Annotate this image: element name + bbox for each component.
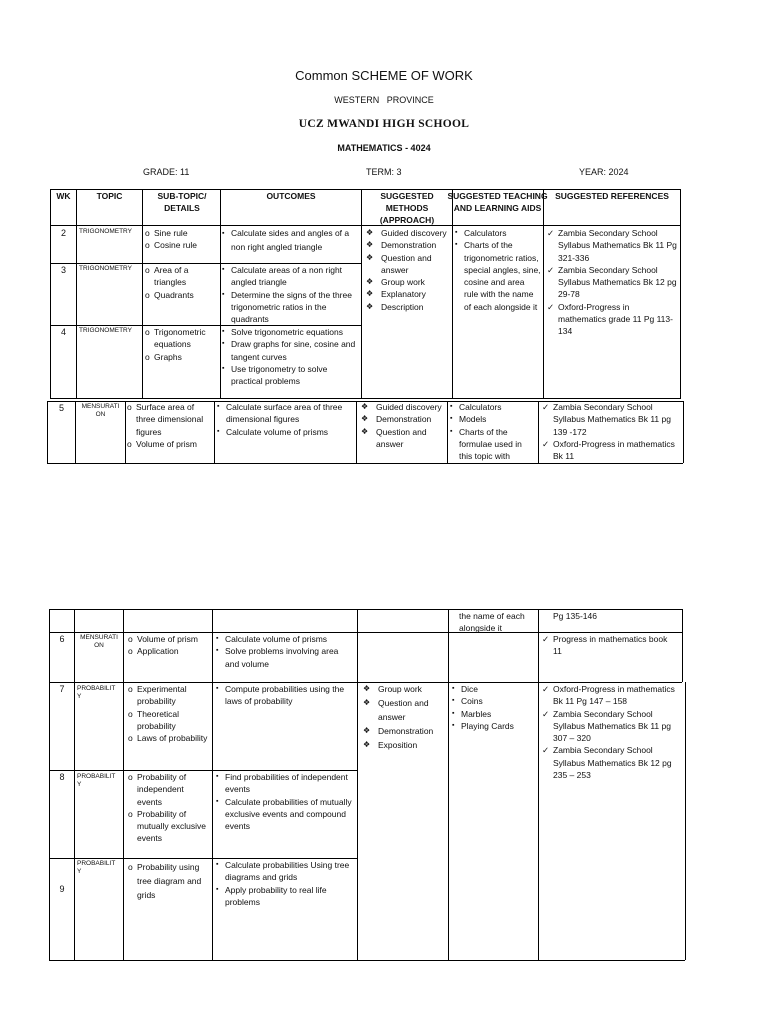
week-number: 8 xyxy=(59,772,65,782)
list-item: o Probability of independent events xyxy=(128,771,211,808)
list-item: o Theoretical probability xyxy=(128,708,211,733)
week-number: 7 xyxy=(59,684,65,694)
list-item: ▪ Playing Cards xyxy=(452,720,537,732)
topic-label: TRIGONOMETRY xyxy=(79,265,132,272)
list-item: ❖ Demonstration xyxy=(363,724,447,738)
methods-list xyxy=(366,227,450,313)
outcomes-list xyxy=(217,401,355,438)
school-name: UCZ MWANDI HIGH SCHOOL xyxy=(298,118,470,130)
list-item: ▪ Calculate surface area of three dimensional figures xyxy=(217,401,355,426)
references-list xyxy=(542,683,682,781)
list-item: ❖ Question and answer xyxy=(363,696,447,724)
topic-label: PROBABILIT Y xyxy=(77,773,116,788)
aids-list xyxy=(455,227,541,313)
outcomes-list xyxy=(222,326,359,387)
outcomes-list xyxy=(216,683,354,708)
list-item: ▪ Solve problems involving area and volume xyxy=(216,645,354,670)
list-item: o Volume of prism xyxy=(128,633,211,645)
list-item: ✓ Oxford-Progress in mathematics Bk 11 xyxy=(542,438,681,463)
week-number: 4 xyxy=(60,327,66,337)
list-item: o Sine rule xyxy=(145,227,219,239)
list-item: ▪ Calculate sides and angles of a non right angled triangle xyxy=(222,227,359,254)
list-item: o Probability of mutually exclusive events xyxy=(128,808,211,845)
col-header-topic: TOPIC xyxy=(96,191,123,201)
subject-label: MATHEMATICS - 4024 xyxy=(337,143,431,153)
outcomes-list xyxy=(216,771,354,832)
list-item: ✓ Oxford-Progress in mathematics Bk 11 Pg 147 – 158 xyxy=(542,683,682,708)
subtopic-list xyxy=(127,401,213,450)
references-list xyxy=(542,633,676,658)
list-item: ▪ Calculate probabilities of mutually exclusive events and compound events xyxy=(216,796,354,833)
list-item: ▪ Calculate areas of a non right angled triangle xyxy=(222,264,359,289)
col-header-outcomes: OUTCOMES xyxy=(266,191,316,201)
list-item: o Experimental probability xyxy=(128,683,211,708)
list-item: ▪ Determine the signs of the three trigonometric ratios in the quadrants xyxy=(222,289,359,326)
list-item: ✓ Progress in mathematics book 11 xyxy=(542,633,676,658)
list-item: ❖ Demonstration xyxy=(366,239,450,251)
col-header-wk: WK xyxy=(56,191,71,201)
list-item: ❖ Guided discovery xyxy=(361,401,446,413)
topic-label: TRIGONOMETRY xyxy=(79,327,132,334)
list-item: o Probability using tree diagram and grids xyxy=(128,860,211,902)
references-list xyxy=(547,227,678,338)
references-list xyxy=(542,401,681,462)
list-item: o Surface area of three dimensional figures xyxy=(127,401,213,438)
province-label: WESTERN PROVINCE xyxy=(334,95,434,105)
aids-list xyxy=(450,401,537,462)
list-item: ▪ Calculators xyxy=(455,227,541,239)
list-item: o Cosine rule xyxy=(145,239,219,251)
subtopic-list xyxy=(145,326,219,363)
document-title: Common SCHEME OF WORK xyxy=(295,68,473,83)
subtopic-list xyxy=(145,264,219,301)
list-item: ❖ Demonstration xyxy=(361,413,446,425)
col-header-references: SUGGESTED REFERENCES xyxy=(555,191,669,201)
list-item: ✓ Zambia Secondary School Syllabus Mathematics Bk 11 pg 139 -172 xyxy=(542,401,681,438)
list-item: ❖ Question and answer xyxy=(366,252,450,277)
list-item: ▪ Draw graphs for sine, cosine and tangent curves xyxy=(222,338,359,363)
week-number: 3 xyxy=(60,265,66,275)
outcomes-list xyxy=(222,227,359,254)
list-item: ▪ Calculators xyxy=(450,401,537,413)
col-header-methods: SUGGESTED METHODS (APPROACH) xyxy=(379,191,435,225)
outcomes-list xyxy=(216,633,354,670)
list-item: ✓ Zambia Secondary School Syllabus Mathematics Bk 12 pg 29-78 xyxy=(547,264,678,301)
topic-label: PROBABILIT Y xyxy=(77,860,116,875)
list-item: ▪ Solve trigonometric equations xyxy=(222,326,359,338)
grade-label: GRADE: 11 xyxy=(143,167,190,177)
topic-label: MENSURATI ON xyxy=(80,634,118,649)
list-item: ❖ Group work xyxy=(363,682,447,696)
list-item: o Volume of prism xyxy=(127,438,213,450)
list-item: ▪ Dice xyxy=(452,683,537,695)
list-item: ▪ Calculate probabilities Using tree diagrams and grids xyxy=(216,859,354,884)
list-item: ✓ Zambia Secondary School Syllabus Mathematics Bk 11 pg 307 – 320 xyxy=(542,708,682,745)
week-number: 9 xyxy=(59,884,65,894)
references-continuation: Pg 135-146 xyxy=(553,611,597,621)
topic-label: MENSURATI ON xyxy=(81,403,120,418)
week-number: 5 xyxy=(58,403,64,413)
list-item: ❖ Group work xyxy=(366,276,450,288)
year-label: YEAR: 2024 xyxy=(579,167,629,177)
list-item: ▪ Coins xyxy=(452,695,537,707)
list-item: ✓ Zambia Secondary School Syllabus Mathematics Bk 11 Pg 321-336 xyxy=(547,227,678,264)
list-item: ✓ Zambia Secondary School Syllabus Mathematics Bk 12 pg 235 – 253 xyxy=(542,744,682,781)
topic-label: TRIGONOMETRY xyxy=(79,228,132,235)
week-number: 2 xyxy=(60,228,66,238)
aids-list xyxy=(452,683,537,732)
list-item: ▪ Marbles xyxy=(452,708,537,720)
list-item: ❖ Exposition xyxy=(363,738,447,752)
list-item: ✓ Oxford-Progress in mathematics grade 11 Pg 113-134 xyxy=(547,301,678,338)
methods-list xyxy=(361,401,446,450)
list-item: o Application xyxy=(128,645,211,657)
aids-continuation: the name of each alongside it xyxy=(459,611,525,634)
list-item: ▪ Compute probabilities using the laws of probability xyxy=(216,683,354,708)
subtopic-list xyxy=(128,860,211,902)
list-item: ▪ Charts of the formulae used in this topic with xyxy=(450,426,537,463)
subtopic-list xyxy=(128,683,211,744)
list-item: ❖ Description xyxy=(366,301,450,313)
list-item: ❖ Question and answer xyxy=(361,426,446,451)
outcomes-list xyxy=(222,264,359,325)
list-item: ▪ Calculate volume of prisms xyxy=(216,633,354,645)
list-item: o Area of a triangles xyxy=(145,264,219,289)
topic-label: PROBABILIT Y xyxy=(77,685,116,700)
subtopic-list xyxy=(128,633,211,658)
list-item: ▪ Use trigonometry to solve practical problems xyxy=(222,363,359,388)
list-item: ▪ Models xyxy=(450,413,537,425)
list-item: o Laws of probability xyxy=(128,732,211,744)
col-header-subtopic: SUB-TOPIC/ DETAILS xyxy=(157,191,207,213)
outcomes-list xyxy=(216,859,354,908)
methods-list xyxy=(363,682,447,752)
list-item: ▪ Find probabilities of independent events xyxy=(216,771,354,796)
subtopic-list xyxy=(145,227,219,252)
list-item: ▪ Apply probability to real life problems xyxy=(216,884,354,909)
list-item: ❖ Explanatory xyxy=(366,288,450,300)
list-item: ▪ Calculate volume of prisms xyxy=(217,426,355,438)
week-number: 6 xyxy=(59,634,65,644)
list-item: o Graphs xyxy=(145,351,219,363)
term-label: TERM: 3 xyxy=(366,167,402,177)
subtopic-list xyxy=(128,771,211,845)
list-item: ▪ Charts of the trigonometric ratios, special angles, sine, cosine and area rule with the name of each alongside it xyxy=(455,239,541,313)
col-header-aids: SUGGESTED TEACHING AND LEARNING AIDS xyxy=(447,191,548,213)
list-item: ❖ Guided discovery xyxy=(366,227,450,239)
list-item: o Quadrants xyxy=(145,289,219,301)
list-item: o Trigonometric equations xyxy=(145,326,219,351)
